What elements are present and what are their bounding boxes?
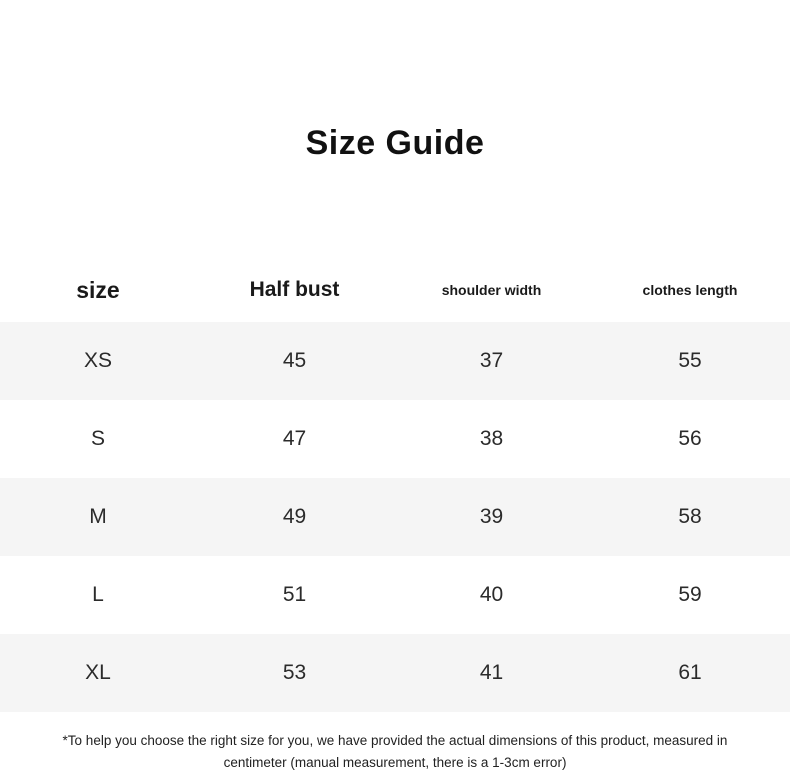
column-header-size: size xyxy=(0,258,196,322)
cell-clothes-length: 58 xyxy=(590,478,790,556)
cell-half-bust: 53 xyxy=(196,634,393,712)
table-row xyxy=(0,556,790,634)
table-header-row xyxy=(0,258,790,322)
cell-size: M xyxy=(0,478,196,556)
column-header-half-bust: Half bust xyxy=(196,258,393,322)
cell-half-bust: 49 xyxy=(196,478,393,556)
cell-clothes-length: 59 xyxy=(590,556,790,634)
table-body xyxy=(0,322,790,712)
measurement-note-line-1: *To help you choose the right size for you, we have provided the actual dimensions of this product, measured in xyxy=(62,733,728,748)
cell-shoulder-width: 37 xyxy=(393,322,590,400)
cell-clothes-length: 56 xyxy=(590,400,790,478)
measurement-note-line-2: centimeter (manual measurement, there is a 1-3cm error) xyxy=(223,755,567,771)
cell-shoulder-width: 40 xyxy=(393,556,590,634)
measurement-note xyxy=(0,730,790,775)
page-title: Size Guide xyxy=(305,124,485,162)
table-header xyxy=(0,258,790,322)
cell-clothes-length: 61 xyxy=(590,634,790,712)
cell-size: S xyxy=(0,400,196,478)
cell-half-bust: 47 xyxy=(196,400,393,478)
cell-clothes-length: 55 xyxy=(590,322,790,400)
cell-half-bust: 45 xyxy=(196,322,393,400)
table-row xyxy=(0,322,790,400)
table-row xyxy=(0,634,790,712)
cell-shoulder-width: 41 xyxy=(393,634,590,712)
size-chart-table xyxy=(0,258,790,712)
cell-half-bust: 51 xyxy=(196,556,393,634)
cell-size: XL xyxy=(0,634,196,712)
table-row xyxy=(0,400,790,478)
column-header-clothes-length: clothes length xyxy=(590,258,790,322)
cell-shoulder-width: 39 xyxy=(393,478,590,556)
cell-shoulder-width: 38 xyxy=(393,400,590,478)
column-header-shoulder-width: shoulder width xyxy=(393,258,590,322)
table-row xyxy=(0,478,790,556)
cell-size: L xyxy=(0,556,196,634)
cell-size: XS xyxy=(0,322,196,400)
